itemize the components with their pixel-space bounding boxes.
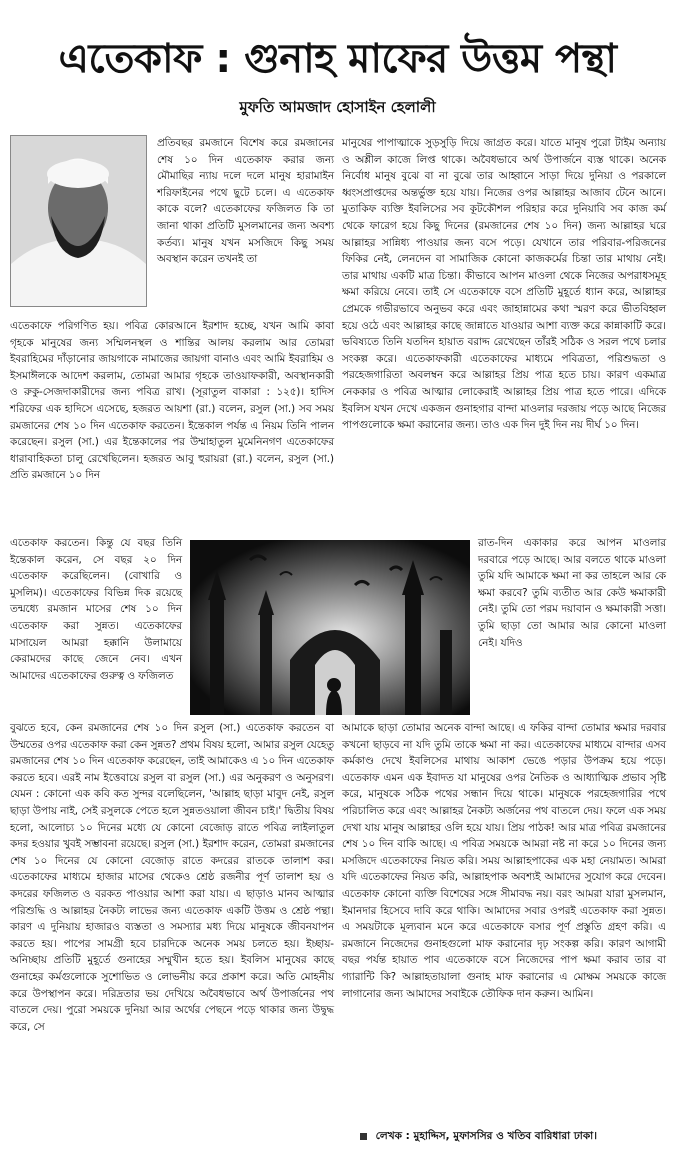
paragraph: প্রতিবছর রমজানে বিশেষ করে রমজানের শেষ ১০ দিন এতেকাফ করার জন্য মৌমাছির ন্যায় দলে দলে মানুষ হারামাইন শরিফাইনের পথে ছুটে চলে। এ এতেকাফ কাকে বলে? এতেকাফের ফজিলত কি তা জানা থাকা প্রতিটি মুসলমানের জন্য অবশ্য কর্তব্য। মানুষ যখন মসজিদে কিছু সময় অবস্থান করেন তখনই তা bbox=[157, 137, 334, 266]
article-column-1-intro bbox=[157, 135, 334, 268]
paragraph: মানুষের পাপাত্মাকে সুড়সুড়ি দিয়ে জাগ্রত করে। যাতে মানুষ পুরো টাইম অন্যায় ও অশ্লীল কাজে লিপ্ত থাকে। অবৈধভাবে অর্থ উপার্জনে ব্যস্ত থাকে। অনেক নির্বোধ মানুষ বুঝে বা না বুঝে তার আহ্বানে সাড়া দিয়ে দুনিয়া ও পরকালে ধ্বংসপ্রাপ্তদের অন্তর্ভুক্ত হয়ে যায়। নিজের ওপর আল্লাহর আজাব টেনে আনে। মুতাকিফ ব্যক্তি ইবলিসের সব কূটকৌশল পরিহার করে দুনিয়াবি সব কাজ কর্ম থেকে ফারেগ হয়ে কিছু দিনের (রমজানের শেষ ১০ দিন) জন্য আল্লাহর ঘরে আল্লাহর সান্নিধ্য পাওয়ার জন্য বসে পড়ে। যেখানে তার পরিবার-পরিজনের ফিকির নেই, লেনদেন বা সামাজিক কোনো কাজকর্মের চিন্তা তার মাথায় নেই। তার মাথায় একটি মাত্র চিন্তা। কীভাবে আপন মাওলা থেকে নিজের অপরাধসমূহ ক্ষমা করিয়ে নেবে। তাই সে এতেকাফে বসে প্রতিটি মুহূর্তে ধ্যান করে, আল্লাহর প্রেমকে গভীরভাবে অনুভব করে এবং জাহান্নামের কথা স্মরণ করে ভীতবিহ্বল হয়ে ওঠে এবং আল্লাহর কাছে জান্নাতে যাওয়ার আশা ব্যক্ত করে কান্নাকাটি করে। ভবিষ্যতে তিনি যতদিন হায়াত বরাদ্দ রেখেছেন তাঁরই সঠিক ও সরল পথে চলার সংকল্প করে। এতেকাফকারী এতেকাফের মাধ্যমে পবিত্রতা, পরিশুদ্ধতা ও পরহেজগারিতা অবলম্বন করে আল্লাহর প্রিয় পাত্র হতে চায়। কারণ একমাত্র নেককার ও পবিত্র আত্মার লোকেরাই আল্লাহর প্রিয় পাত্র হতে পারে। এদিকে ইবলিস যখন দেখে একজন গুনাহগার বান্দা মাওলার দরজায় পড়ে আছে নিজের পাপগুলোকে ক্ষমা করানোর জন্য। তাও এক দিন দুই দিন নয় দীর্ঘ ১০ দিন। bbox=[342, 137, 666, 432]
author-byline: মুফতি আমজাদ হোসাইন হেলালী bbox=[239, 98, 436, 116]
paragraph: এতেকাফ করতেন। কিন্তু যে বছর তিনি ইন্তেকাল করেন, সে বছর ২০ দিন এতেকাফ করেছিলেন। (বোখারি ও মুসলিম)। এতেকাফের বিভিন্ন দিক রয়েছে তন্মধ্যে রমজান মাসের শেষ ১০ দিন এতেকাফ করা সুন্নত। এতেকাফের মাসায়েল আমরা হক্কানি উলামায়ে কেরামদের কাছে জেনে নেব। এখন আমাদের এতেকাফের গুরুত্ব ও ফজিলত bbox=[10, 537, 182, 682]
author-designation: মুহাদ্দিস, মুফাসসির ও খতিব বারিধারা ঢাকা। bbox=[413, 1130, 597, 1142]
paragraph: রাত-দিন একাকার করে আপন মাওলার দরবারে পড়ে আছে। আর বলতে থাকে মাওলা তুমি যদি আমাকে ক্ষমা না কর তাহলে আর কে ক্ষমা করবে? তুমি ব্যতীত আর কেউ ক্ষমাকারী নেই। তুমি তো পরম দয়াবান ও ক্ষমাকারী সত্তা। তুমি ছাড়া তো আমার আর কোনো মাওলা নেই। যদিও bbox=[478, 537, 666, 649]
article-column-1-lower bbox=[10, 720, 334, 1035]
article-column-2-upper bbox=[342, 135, 666, 434]
paragraph: বুঝতে হবে, কেন রমজানের শেষ ১০ দিন রসুল (সা.) এতেকাফ করতেন বা উম্মতের ওপর এতেকাফ করা কেন সুন্নত? প্রথম বিষয় হলো, আমার রসুল যেহেতু রমজানের শেষ ১০ দিন এতেকাফ করেছেন, তাই আমাকেও এ ১০ দিন এতেকাফ করতে হবে। এরই নাম ইত্তেবায়ে রসুল বা রসুল (সা.) এর অনুকরণ ও অনুসরণ। যেমন : কোনো এক কবি কত সুন্দর বলেছিলেন, 'আল্লাহ ছাড়া মাবুদ নেই, রসুল ছাড়া উপায় নাই, সেই রসুলকে পেতে হলে সুন্নতওয়ালা জীবন চাই।' দ্বিতীয় বিষয় হলো, আলোচ্য ১০ দিনের মধ্যে যে কোনো বেজোড় রাতে পবিত্র লাইলাতুল কদর হওয়ার খুবই সম্ভাবনা রয়েছে। রসুল (সা.) ইরশাদ করেন, তোমরা রমজানের শেষ ১০ দিনের যে কোনো বেজোড় রাতে কদরের রাতকে তালাশ কর। এতেকাফের মাধ্যমে হাজার মাসের থেকেও শ্রেষ্ঠ রজনীর পূর্ণ তালাশ হয় ও কদরের ফজিলত ও বরকত পাওয়ার আশা করা যায়। এ ছাড়াও মানব আত্মার পরিশুদ্ধি ও আল্লাহর নৈকট্য লাভের জন্য এতেকাফ একটি উত্তম ও শ্রেষ্ঠ পন্থা। কারণ এ দুনিয়ায় হাজারও ব্যস্ততা ও সমস্যার মধ্য দিয়ে মানুষকে জীবনযাপন করতে হয়। পাপের সামগ্রী হবে চারদিকে অনেক সময় চলতে হয়। ইচ্ছায়-অনিচ্ছায় প্রতিটি মুহূর্তে গুনাহের সম্মুখীন হতে হয়। ইবলিস মানুষের কাছে গুনাহের কর্মগুলোকে সুশোভিত ও লোভনীয় করে প্রকাশ করে। অতি মোহনীয় করে উপস্থাপন করে। দরিদ্রতার ভয় দেখিয়ে অবৈধভাবে অর্থ উপার্জনের পথ বাতলে দেয়। পুরো সময়কে দুনিয়া আর অর্থের পেছনে পড়ে থাকার জন্য উদ্বুদ্ধ করে, সে bbox=[10, 722, 334, 1033]
article-title: এতেকাফ : গুনাহ মাফের উত্তম পন্থা bbox=[58, 36, 617, 82]
author-label: লেখক : bbox=[375, 1130, 410, 1142]
bullet-square-icon bbox=[360, 1133, 367, 1140]
paragraph: এতেকাফে পরিগণিত হয়। পবিত্র কোরআনে ইরশাদ হচ্ছে, যখন আমি কাবা গৃহকে মানুষের জন্য সম্মিলনস্থল ও শান্তির আলয় করলাম আর তোমরা ইবরাহিমের দাঁড়ানোর জায়গাকে নামাজের জায়গা বানাও এবং আমি ইবরাহিম ও ইসমাঈলকে আদেশ করলাম, তোমরা আমার গৃহকে তাওয়াফকারী, অবস্থানকারী ও রুকু-সেজদাকারীদের জন্য পবিত্র রাখ। (সূরাতুল বাকারা : ১২৫)। হাদিস শরিফের এক হাদিসে এসেছে, হজরত আয়শা (রা.) বলেন, রসুল (সা.) সব সময় রমজানের শেষ ১০ দিন এতেকাফ করতেন। ইন্তেকাল পর্যন্ত এ নিয়ম তিনি পালন করেছেন। রসুল (সা.) এর ইন্তেকালের পর উম্মাহাতুল মুমেনিনগণ এতেকাফের ধারাবাহিকতা চালু রেখেছিলেন। হজরত আবু হুরায়রা (রা.) বলেন, রসুল (সা.) প্রতি রমজানে ১০ দিন bbox=[10, 320, 334, 482]
mosque-silhouette-illustration bbox=[190, 540, 470, 715]
article-column-2-lower bbox=[342, 720, 666, 1002]
author-note bbox=[360, 1128, 666, 1144]
article-column-1-beside-image bbox=[10, 535, 182, 684]
article-column-1-body bbox=[10, 318, 334, 484]
article-column-2-beside-image bbox=[478, 535, 666, 651]
paragraph: আমাকে ছাড়া তোমার অনেক বান্দা আছে। এ ফকির বান্দা তোমার ক্ষমার দরবার কখনো ছাড়বে না যদি তুমি তাকে ক্ষমা না কর। এতেকাফের মাধ্যমে বান্দার এসব কর্মকাণ্ড দেখে ইবলিসের মাথায় আকাশ ভেঙে পড়ার উপক্রম হয়ে পড়ে। এতেকাফ এমন এক ইবাদত যা মানুষের ওপর নৈতিক ও আধ্যাত্মিক প্রভাব সৃষ্টি করে, মানুষকে সঠিক পথের সন্ধান দিয়ে থাকে। মানুষকে পরহেজগারির পথে পরিচালিত করে এবং আল্লাহর নৈকট্য অর্জনের পথ বাতলে দেয়। ফলে এক সময় দেখা যায় মানুষ আল্লাহর ওলি হয়ে যায়। প্রিয় পাঠক! আর মাত্র পবিত্র রমজানের শেষ ১০ দিন বাকি আছে। এ পবিত্র সময়কে আমরা নষ্ট না করে ১০ দিনের জন্য মসজিদে এতেকাফের নিয়ত করি। সময় আল্লাহপাকের এক মহা নেয়ামত। আমরা যদি এতেকাফের নিয়ত করি, আল্লাহপাক অবশ্যই আমাদের সুযোগ করে দেবেন। এতেকাফ কোনো ব্যক্তি বিশেষের সঙ্গে সীমাবদ্ধ নয়। বরং আমরা যারা মুসলমান, ইমানদার হিসেবে দাবি করে থাকি। আমাদের সবার ওপরই এতেকাফ করা সুন্নত। এ সময়টাকে মূল্যবান মনে করে এতেকাফে বসার পূর্ণ প্রস্তুতি গ্রহণ করি। এ রমজানে নিজেদের গুনাহগুলো মাফ করানোর দৃঢ় সংকল্প করি। কারণ আগামী বছর পর্যন্ত হায়াত পাব এতেকাফে বসে নিজেদের পাপ ক্ষমা করাব তার বা গ্যারান্টি কি? আল্লাহতায়ালা গুনাহ মাফ করানোর এ মোক্ষম সময়কে কাজে লাগানোর জন্য আমাদের সবাইকে তৌফিক দান করুন। আমিন। bbox=[342, 722, 666, 1000]
author-photo bbox=[10, 135, 147, 307]
